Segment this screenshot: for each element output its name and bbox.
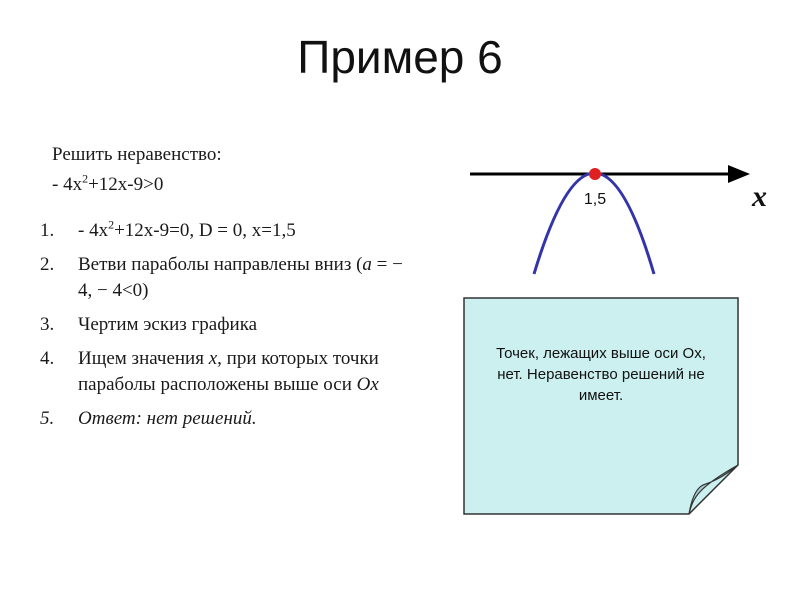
slide-title: Пример 6 bbox=[297, 31, 503, 83]
x-axis-arrow-icon bbox=[728, 165, 750, 183]
step-1: 1. - $4x^2+12x-9=0$, D = 0, x=1,5 bbox=[40, 217, 296, 241]
vertex-label: 1,5 bbox=[583, 191, 607, 208]
note-body bbox=[464, 298, 738, 514]
parabola-sketch bbox=[460, 150, 780, 290]
step-3: 3. Чертим эскиз графика bbox=[40, 314, 258, 335]
inequality: - $4x^2+12x-9>0$ bbox=[52, 171, 164, 195]
note-text: Точек, лежащих выше оси Ox, нет. Неравенство решений не имеет. bbox=[496, 345, 706, 404]
problem-statement bbox=[52, 140, 222, 200]
step-5: 5. Ответ: нет решений. bbox=[40, 408, 257, 429]
sticky-note bbox=[463, 297, 739, 515]
step-2: 2. Ветви параболы направлены вниз (a = − 4, − 4<0) bbox=[40, 254, 403, 301]
step-4: 4. Ищем значения x, при которых точки параболы расположены выше оси Ox bbox=[40, 348, 379, 395]
x-axis-label: x bbox=[752, 180, 767, 213]
vertex-point bbox=[589, 168, 601, 180]
parabola-curve bbox=[534, 173, 654, 274]
solution-steps bbox=[40, 218, 420, 440]
task-label: Решить неравенство: bbox=[52, 144, 222, 165]
